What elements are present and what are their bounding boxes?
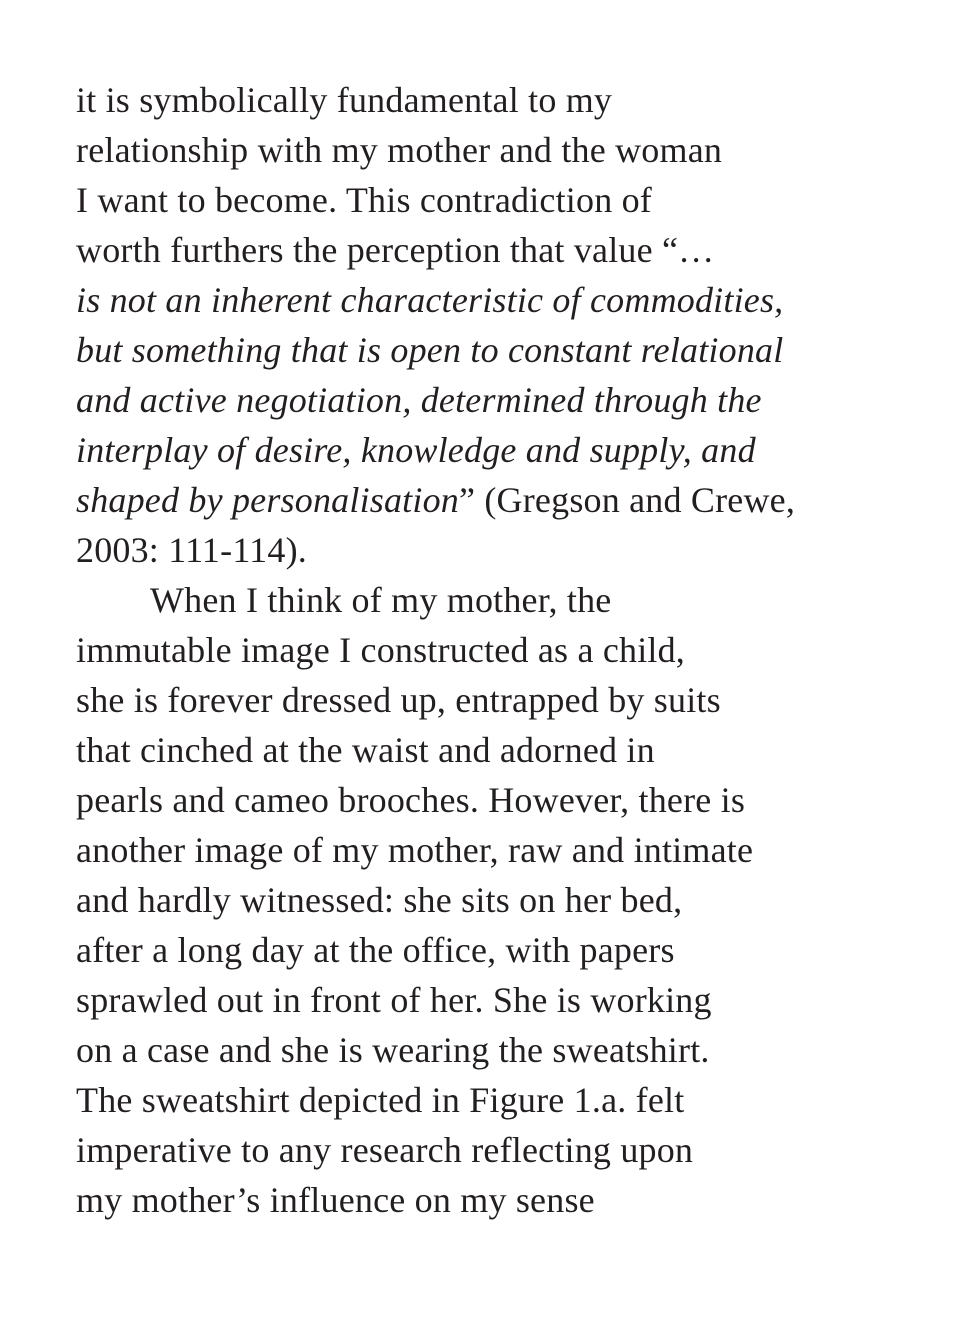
document-page — [76, 75, 936, 1225]
citation-text: ” (Gregson and Crewe, — [458, 480, 796, 520]
quote-line-2: but something that is open to constant relational — [76, 330, 784, 370]
paragraph-2-line-3: she is forever dressed up, entrapped by suits — [76, 680, 721, 720]
paragraph-2-line-2: immutable image I constructed as a child, — [76, 630, 686, 670]
text-line-4: worth furthers the perception that value “… — [76, 230, 715, 270]
text-line-3: I want to become. This contradiction of — [76, 180, 652, 220]
text-line-1: it is symbolically fundamental to my — [76, 80, 613, 120]
quote-line-5: shaped by personalisation — [76, 480, 459, 520]
paragraph-2-line-11: The sweatshirt depicted in Figure 1.a. felt — [76, 1080, 685, 1120]
paragraph-2-line-5: pearls and cameo brooches. However, there is — [76, 780, 746, 820]
paragraph-2-line-9: sprawled out in front of her. She is working — [76, 980, 712, 1020]
paragraph-2-line-7: and hardly witnessed: she sits on her bed, — [76, 880, 683, 920]
paragraph-2-line-13: my mother’s influence on my sense — [76, 1180, 595, 1220]
paragraph-2-line-6: another image of my mother, raw and intimate — [76, 830, 754, 870]
paragraph-2-line-4: that cinched at the waist and adorned in — [76, 730, 655, 770]
paragraph-2-line-1: When I think of my mother, the — [150, 580, 612, 620]
citation-year-line: 2003: 111-114). — [76, 530, 307, 570]
citation-line — [76, 475, 936, 525]
quote-line-1: is not an inherent characteristic of commodities, — [76, 280, 784, 320]
quote-line-4: interplay of desire, knowledge and supply, and — [76, 430, 756, 470]
text-line-2: relationship with my mother and the woman — [76, 130, 723, 170]
quote-line-3: and active negotiation, determined through the — [76, 380, 762, 420]
paragraph-2-line-10: on a case and she is wearing the sweatshirt. — [76, 1030, 710, 1070]
paragraph-2-line-8: after a long day at the office, with papers — [76, 930, 675, 970]
paragraph-2-line-12: imperative to any research reflecting upon — [76, 1130, 694, 1170]
